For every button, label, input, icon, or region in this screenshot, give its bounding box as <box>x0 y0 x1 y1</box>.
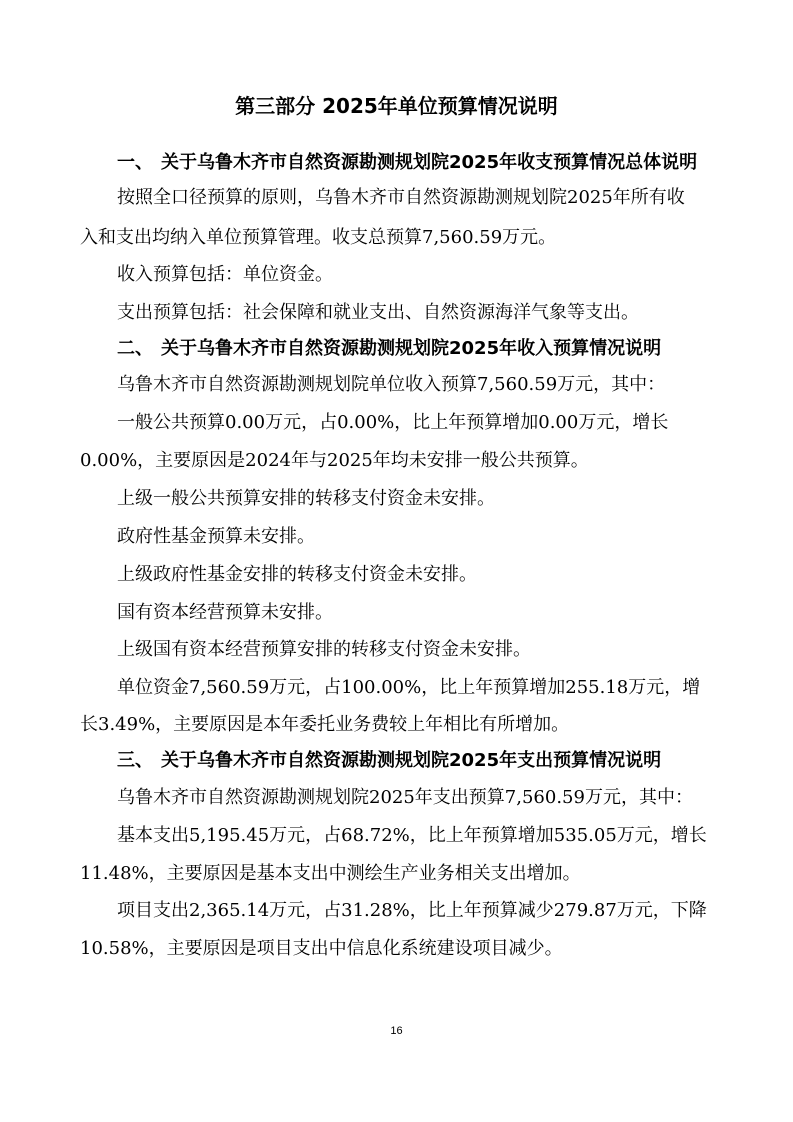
paragraph-line: 基本支出5,195.45万元，占68.72%，比上年预算增加535.05万元，增长 <box>117 825 707 846</box>
page-number: 16 <box>390 1025 403 1037</box>
paragraph-line: 上级政府性基金安排的转移支付资金未安排。 <box>117 564 477 585</box>
section-heading-text-1: 关于乌鲁木齐市自然资源勘测规划院2025年收支预算情况总体说明 <box>161 152 698 173</box>
section-number-1: 一、 <box>117 152 153 173</box>
paragraph-line: 单位资金7,560.59万元，占100.00%，比上年预算增加255.18万元，增 <box>117 677 701 698</box>
paragraph-line: 上级一般公共预算安排的转移支付资金未安排。 <box>117 488 495 509</box>
paragraph-line: 国有资本经营预算未安排。 <box>117 602 333 623</box>
paragraph-line: 乌鲁木齐市自然资源勘测规划院单位收入预算7,560.59万元，其中： <box>117 374 666 395</box>
paragraph-line: 政府性基金预算未安排。 <box>117 526 315 547</box>
paragraph-line: 项目支出2,365.14万元，占31.28%，比上年预算减少279.87万元，下降 <box>117 900 707 921</box>
paragraph-line: 长3.49%，主要原因是本年委托业务费较上年相比有所增加。 <box>80 714 570 735</box>
paragraph-line: 一般公共预算0.00万元，占0.00%，比上年预算增加0.00万元，增长 <box>117 412 669 433</box>
paragraph-line: 10.58%，主要原因是项目支出中信息化系统建设项目减少。 <box>80 938 563 959</box>
section-number-2: 二、 <box>117 338 153 359</box>
section-heading-text-3: 关于乌鲁木齐市自然资源勘测规划院2025年支出预算情况说明 <box>161 750 662 771</box>
paragraph-line: 上级国有资本经营预算安排的转移支付资金未安排。 <box>117 639 531 660</box>
paragraph-line: 支出预算包括：社会保障和就业支出、自然资源海洋气象等支出。 <box>117 302 639 323</box>
paragraph-line: 按照全口径预算的原则，乌鲁木齐市自然资源勘测规划院2025年所有收 <box>117 187 685 208</box>
page-title: 第三部分 2025年单位预算情况说明 <box>235 94 558 118</box>
section-number-3: 三、 <box>117 750 153 771</box>
paragraph-line: 入和支出均纳入单位预算管理。收支总预算7,560.59万元。 <box>80 227 557 248</box>
paragraph-line: 0.00%，主要原因是2024年与2025年均未安排一般公共预算。 <box>80 450 589 471</box>
paragraph-line: 乌鲁木齐市自然资源勘测规划院2025年支出预算7,560.59万元，其中： <box>117 787 693 808</box>
section-heading-2 <box>117 336 717 362</box>
paragraph-line: 收入预算包括：单位资金。 <box>117 264 333 285</box>
section-heading-1 <box>117 150 717 176</box>
section-heading-3 <box>117 748 717 774</box>
section-heading-text-2: 关于乌鲁木齐市自然资源勘测规划院2025年收入预算情况说明 <box>161 338 662 359</box>
paragraph-line: 11.48%，主要原因是基本支出中测绘生产业务相关支出增加。 <box>80 863 581 884</box>
